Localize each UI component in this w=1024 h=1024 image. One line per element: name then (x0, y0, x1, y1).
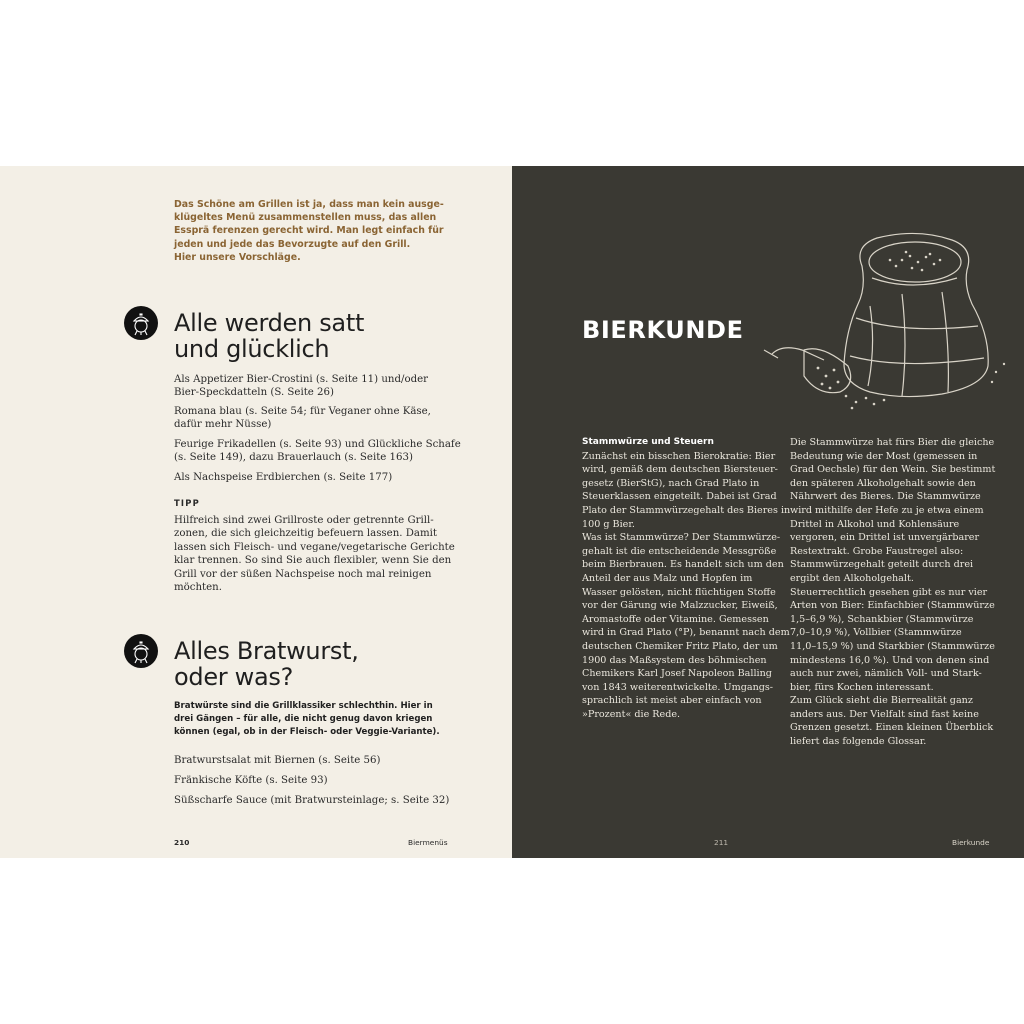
tipp-line: Grill vor der süßen Nachspeise noch mal reinigen (174, 568, 432, 580)
menu-item-line: Romana blau (s. Seite 54; für Veganer ohne Käse, (174, 406, 431, 417)
menu-item (174, 438, 461, 465)
book-spread (0, 166, 1024, 858)
heading-line: Alles Bratwurst, (174, 637, 359, 665)
body-line: beim Bierbrauen. Es handelt sich um den (582, 559, 784, 571)
body-line: gehalt ist die entscheidende Messgröße (582, 545, 777, 557)
menu-item-line: (s. Seite 149), dazu Brauerlauch (s. Seite 163) (174, 452, 413, 464)
section-heading-bratwurst (174, 638, 359, 690)
menu-item (174, 373, 454, 400)
body-line: sprachlich ist meist aber einfach von (582, 695, 762, 707)
tipp-line: möchten. (174, 582, 222, 594)
heading-line: und glücklich (174, 335, 330, 363)
page-number: 211 (714, 838, 729, 847)
menu-item-line: Feurige Frikadellen (s. Seite 93) und Glückliche Schafe (174, 439, 461, 450)
body-line: ergibt den Alkoholgehalt. (790, 572, 914, 584)
body-line: bier, fürs Kochen interessant. (790, 681, 934, 693)
body-line: 11,0–15,9 %) und Starkbier (Stammwürze (790, 640, 995, 652)
menu-item (174, 794, 454, 807)
intro-line: Das Schöne am Grillen ist ja, dass man kein ausge- (174, 199, 444, 210)
tipp-line: zonen, die sich gleichzeitig befeuern lassen. Damit (174, 528, 437, 540)
running-head: Biermenüs (408, 838, 448, 847)
body-line: vergoren, ein Drittel ist unvergärbarer (790, 532, 980, 544)
left-page (0, 166, 512, 858)
running-head: Bierkunde (952, 838, 990, 847)
tipp-line: klar trennen. So sind Sie auch flexibler, wenn Sie den (174, 555, 452, 567)
body-line: Was ist Stammwürze? Der Stammwürze- (582, 532, 781, 544)
menu-item (174, 405, 454, 432)
body-line: 1,5–6,9 %), Schankbier (Stammwürze (790, 613, 974, 625)
lead-line: drei Gängen – für alle, die nicht genug davon kriegen (174, 714, 433, 725)
page-number: 210 (174, 838, 190, 847)
body-line: Aromastoffe oder Vitamine. Gemessen (582, 613, 769, 625)
menu-item-line: Bratwurstsalat mit Biernen (s. Seite 56) (174, 755, 381, 766)
body-line: gesetz (BierStG), nach Grad Plato in (582, 477, 760, 489)
body-line: Steuerklassen eingeteilt. Dabei ist Grad (582, 491, 777, 503)
body-line: deutschen Chemiker Fritz Plato, der um (582, 640, 778, 652)
lead-line: können (egal, ob in der Fleisch- oder Veggie-Variante). (174, 727, 440, 738)
tipp-label: TIPP (174, 498, 200, 508)
tipp-text (174, 514, 454, 594)
menu-item (174, 754, 454, 767)
body-line: wird, gemäß dem deutschen Biersteuer- (582, 464, 778, 476)
right-page (512, 166, 1024, 858)
body-line: Zunächst ein bisschen Bierokratie: Bier (582, 450, 776, 462)
intro-text (174, 198, 444, 264)
body-line: wird in Grad Plato (°P), benannt nach dem (582, 627, 790, 639)
body-line: auch nur zwei, nämlich Voll- und Stark- (790, 668, 982, 680)
body-line: Grad Oechsle) für den Wein. Sie bestimmt (790, 464, 996, 476)
intro-line: jeden und jede das Bevorzugte auf den Grill. (174, 238, 411, 250)
body-line: mindestens 16,0 %). Und von denen sind (790, 654, 990, 666)
menu-item-line: Fränkische Köfte (s. Seite 93) (174, 775, 328, 786)
body-line: vor der Gärung wie Malzzucker, Eiweiß, (582, 600, 778, 612)
intro-line: Essprä ferenzen gerecht wird. Man legt einfach für (174, 225, 444, 237)
body-line: 100 g Bier. (582, 518, 635, 530)
body-line: 1900 das Maßsystem des böhmischen (582, 654, 767, 666)
body-line: Steuerrechtlich gesehen gibt es nur vier (790, 586, 988, 598)
malt-sack-illustration (752, 226, 1022, 430)
tipp-line: lassen sich Fleisch- und vegane/vegetarische Gerichte (174, 541, 455, 553)
body-line: Wasser gelösten, nicht flüchtigen Stoffe (582, 586, 776, 598)
body-line: Restextrakt. Grobe Faustregel also: (790, 545, 964, 557)
lead-line: Bratwürste sind die Grillklassiker schlechthin. Hier in (174, 701, 433, 711)
body-line: anders aus. Der Vielfalt sind fast keine (790, 708, 979, 720)
body-line: Arten von Bier: Einfachbier (Stammwürze (790, 600, 995, 612)
body-line: von 1843 weiterentwickelte. Umgangs- (582, 681, 774, 693)
body-line: Zum Glück sieht die Bierrealität ganz (790, 695, 973, 707)
tipp-line: Hilfreich sind zwei Grillroste oder getrennte Grill- (174, 515, 434, 526)
body-line: Chemikers Karl Josef Napoleon Balling (582, 668, 772, 680)
menu-item-line: dafür mehr Nüsse) (174, 419, 272, 431)
menu-item (174, 774, 454, 787)
body-line: Grenzen gesetzt. Einen kleinen Überblick (790, 722, 994, 734)
heading-line: Alle werden satt (174, 309, 365, 337)
body-line: 7,0–10,9 %), Vollbier (Stammwürze (790, 627, 962, 639)
body-line: wird mithilfe der Hefe zu je etwa einem (790, 504, 984, 516)
menu-item-line: Als Nachspeise Erdbierchen (s. Seite 177) (174, 472, 393, 483)
body-line: liefert das folgende Glossar. (790, 736, 927, 748)
body-line: Stammwürzegehalt geteilt durch drei (790, 559, 974, 571)
menu-item-line: Als Appetizer Bier-Crostini (s. Seite 11) und/oder (174, 374, 429, 385)
body-line: Anteil der aus Malz und Hopfen im (582, 572, 753, 584)
body-line: Nährwert des Bieres. Die Stammwürze (790, 491, 981, 503)
intro-line: Hier unsere Vorschläge. (174, 251, 301, 263)
grill-icon (124, 634, 158, 668)
column-right (790, 436, 996, 749)
heading-line: oder was? (174, 663, 294, 691)
page-title: BIERKUNDE (582, 316, 744, 344)
intro-line: klügeltes Menü zusammenstellen muss, das allen (174, 212, 437, 224)
body-line: »Prozent« die Rede. (582, 708, 681, 720)
menu-item (174, 471, 454, 484)
body-line: Die Stammwürze hat fürs Bier die gleiche (790, 437, 995, 448)
body-line: Bedeutung wie der Most (gemessen in (790, 450, 978, 462)
menu-item-line: Bier-Speckdatteln (S. Seite 26) (174, 387, 334, 399)
column-left (582, 436, 791, 721)
subheading: Stammwürze und Steuern (582, 437, 714, 447)
grill-icon (124, 306, 158, 340)
body-line: Plato der Stammwürzegehalt des Bieres in (582, 504, 791, 516)
bratwurst-lead (174, 700, 464, 740)
menu-item-line: Süßscharfe Sauce (mit Bratwursteinlage; s. Seite 32) (174, 795, 450, 806)
body-line: Drittel in Alkohol und Kohlensäure (790, 518, 960, 530)
section-heading-satt (174, 310, 364, 362)
body-line: den späteren Alkoholgehalt sowie den (790, 477, 976, 489)
